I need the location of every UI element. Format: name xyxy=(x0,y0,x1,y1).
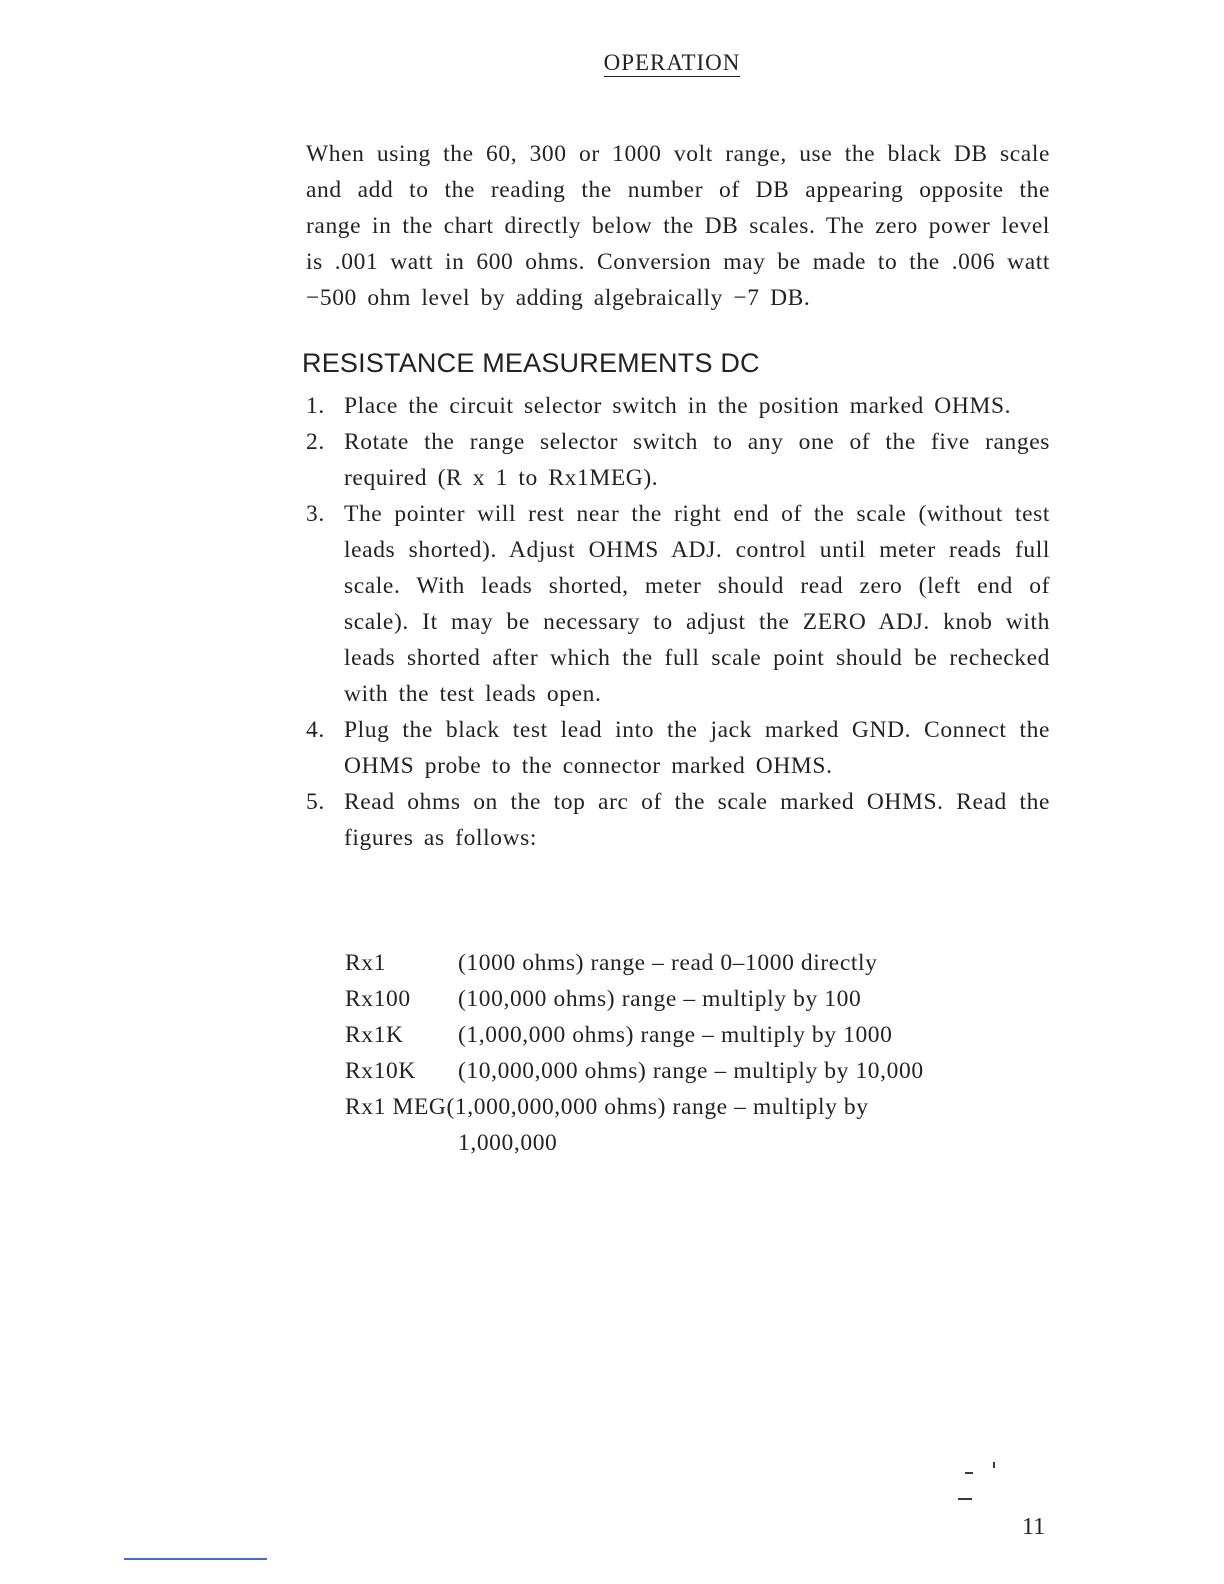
step-text: Place the circuit selector switch in the position marked OHMS. xyxy=(344,393,1012,419)
scan-edge-rule xyxy=(124,1558,267,1560)
intro-paragraph: When using the 60, 300 or 1000 volt range, use the black DB scale and add to the reading the number of DB appearing opposite the range in the chart directly below the DB scales. The zero power level is .001 watt in 600 ohms. Conversion may be made to the .006 watt −500 ohm level by adding algebraically −7 DB. xyxy=(306,140,1050,311)
range-name: Rx1 xyxy=(345,950,386,976)
page-number: 11 xyxy=(1022,1514,1046,1540)
range-name: Rx10K xyxy=(345,1058,416,1084)
step-number: 1. xyxy=(306,393,325,419)
list-item xyxy=(306,712,1050,784)
scan-speck xyxy=(993,1462,995,1468)
scan-speck xyxy=(965,1472,973,1474)
step-text: Rotate the range selector switch to any one of the five ranges required (R x 1 to Rx1MEG). xyxy=(344,429,1050,491)
section-title: RESISTANCE MEASUREMENTS DC xyxy=(302,348,760,378)
list-item xyxy=(306,424,1050,496)
page-heading xyxy=(0,50,1224,76)
table-row xyxy=(345,1125,1045,1161)
range-description: (1000 ohms) range – read 0–1000 directly xyxy=(458,950,878,976)
page-heading-text: OPERATION xyxy=(603,50,741,75)
step-text: Plug the black test lead into the jack marked GND. Connect the OHMS probe to the connector marked OHMS. xyxy=(344,717,1050,779)
steps-list xyxy=(306,388,1050,856)
step-number: 5. xyxy=(306,789,325,815)
range-name: Rx100 xyxy=(345,986,411,1012)
step-number: 4. xyxy=(306,717,325,743)
list-item xyxy=(306,496,1050,712)
range-description: (100,000 ohms) range – multiply by 100 xyxy=(458,986,862,1012)
table-row xyxy=(345,945,1045,981)
range-table xyxy=(345,945,1045,1161)
table-row xyxy=(345,981,1045,1017)
list-item xyxy=(306,784,1050,856)
range-last-line: Rx1 MEG(1,000,000,000 ohms) range – multiply by xyxy=(345,1094,869,1120)
range-description: (1,000,000 ohms) range – multiply by 1000 xyxy=(458,1022,893,1048)
step-text: Read ohms on the top arc of the scale marked OHMS. Read the figures as follows: xyxy=(344,789,1050,851)
list-item xyxy=(306,388,1050,424)
scan-speck xyxy=(958,1498,972,1500)
step-number: 3. xyxy=(306,501,325,527)
step-text: The pointer will rest near the right end of the scale (without test leads shorted). Adjust OHMS ADJ. control until meter reads full scale. With leads shorted, meter should read zero (left end of scale). It may be necessary to adjust the ZERO ADJ. knob with leads shorted after which the full scale point should be rechecked with the test leads open. xyxy=(344,501,1050,707)
step-number: 2. xyxy=(306,429,325,455)
range-description: (10,000,000 ohms) range – multiply by 10,000 xyxy=(458,1058,924,1084)
table-row xyxy=(345,1053,1045,1089)
table-row xyxy=(345,1089,1045,1125)
range-name: Rx1K xyxy=(345,1022,404,1048)
range-last-continuation: 1,000,000 xyxy=(458,1130,558,1156)
table-row xyxy=(345,1017,1045,1053)
